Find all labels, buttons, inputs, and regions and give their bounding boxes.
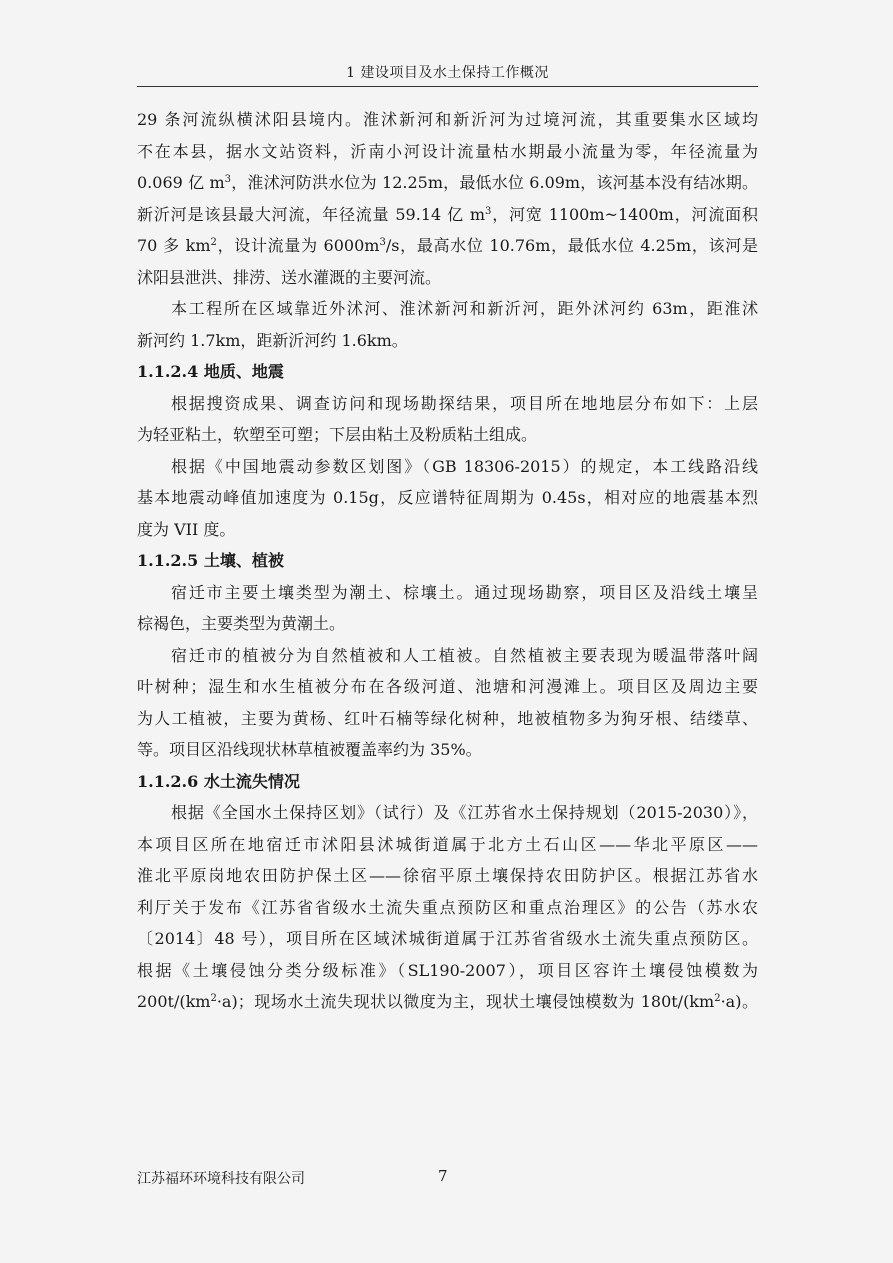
paragraph-line: 叶树种；湿生和水生植被分布在各级河道、池塘和河漫滩上。项目区及周边主要: [137, 677, 758, 696]
section-heading: 1.1.2.5 土壤、植被: [137, 551, 284, 570]
paragraph-line: 0.069 亿 $m^3$，淮沭河防洪水位为 12.25m，最低水位 6.09m，该河基本没有结冰期。: [137, 173, 758, 192]
paragraph-line: 新沂河是该县最大河流，年径流量 59.14 亿 $m^3$，河宽 1100m~1400m，河流面积: [137, 204, 758, 224]
paragraph-line: 根据《中国地震动参数区划图》（GB 18306-2015）的规定，本工线路沿线: [171, 456, 758, 476]
paragraph-line: 本工程所在区域靠近外沭河、淮沭新河和新沂河，距外沭河约 63m，距淮沭: [171, 299, 758, 318]
paragraph-line: $200t/(km^2\cdot a)$；现场水土流失现状以微度为主，现状土壤侵蚀模数为 $180t/(km^2\cdot a)$。: [137, 992, 758, 1011]
paragraph-line: 淮北平原岗地农田防护保土区——徐宿平原土壤保持农田防护区。根据江苏省水: [137, 866, 758, 885]
paragraph-line: 新河约 1.7km，距新沂河约 1.6km。: [137, 330, 408, 350]
paragraph-line: 为轻亚粘土，软塑至可塑；下层由粘土及粉质粘土组成。: [137, 425, 538, 444]
section-heading: 1.1.2.4 地质、地震: [137, 362, 284, 381]
paragraph-line: 70 多 $km^2$，设计流量为 $6000m^3/s$，最高水位 10.76m，最低水位 4.25m，该河是: [137, 236, 758, 255]
paragraph-line: 根据搜资成果、调查访问和现场勘探结果，项目所在地地层分布如下：上层: [171, 393, 758, 413]
paragraph-line: 〔2014〕48 号），项目所在区域沭城街道属于江苏省省级水土流失重点预防区。: [137, 929, 758, 948]
paragraph-line: 基本地震动峰值加速度为 0.15g，反应谱特征周期为 0.45s，相对应的地震基本烈: [137, 488, 758, 507]
paragraph-line: 宿迁市主要土壤类型为潮土、棕壤土。通过现场勘察，项目区及沿线土壤呈: [171, 582, 758, 602]
paragraph-line: 不在本县，据水文站资料，沂南小河设计流量枯水期最小流量为零，年径流量为: [137, 141, 758, 161]
footer-company-name: 江苏福环环境科技有限公司: [137, 1171, 305, 1187]
paragraph-line: 为人工植被，主要为黄杨、红叶石楠等绿化树种，地被植物多为狗牙根、结缕草、: [137, 708, 758, 728]
body-text: [137, 104, 758, 1018]
paragraph-line: 根据《土壤侵蚀分类分级标准》（SL190-2007），项目区容许土壤侵蚀模数为: [137, 960, 758, 980]
page-number: 7: [438, 1167, 448, 1185]
paragraph-line: 沭阳县泄洪、排涝、送水灌溉的主要河流。: [137, 267, 442, 287]
paragraph-line: 29 条河流纵横沭阳县境内。淮沭新河和新沂河为过境河流，其重要集水区域均: [137, 110, 758, 129]
paragraph-line: 宿迁市的植被分为自然植被和人工植被。自然植被主要表现为暖温带落叶阔: [171, 645, 758, 665]
paragraph-line: 根据《全国水土保持区划》（试行）及《江苏省水土保持规划（2015-2030）》，: [171, 803, 758, 822]
paragraph-line: 利厅关于发布《江苏省省级水土流失重点预防区和重点治理区》的公告（苏水农: [137, 897, 758, 917]
paragraph-line: 棕褐色，主要类型为黄潮土。: [137, 614, 346, 633]
paragraph-line: 本项目区所在地宿迁市沭阳县沭城街道属于北方土石山区——华北平原区——: [137, 834, 758, 854]
paragraph-line: 等。项目区沿线现状林草植被覆盖率约为 35%。: [137, 740, 482, 759]
section-heading: 1.1.2.6 水土流失情况: [137, 771, 300, 791]
running-header: 1 建设项目及水土保持工作概况: [346, 65, 549, 81]
paragraph-line: 度为 VII 度。: [137, 519, 236, 539]
header-rule: [137, 86, 758, 87]
